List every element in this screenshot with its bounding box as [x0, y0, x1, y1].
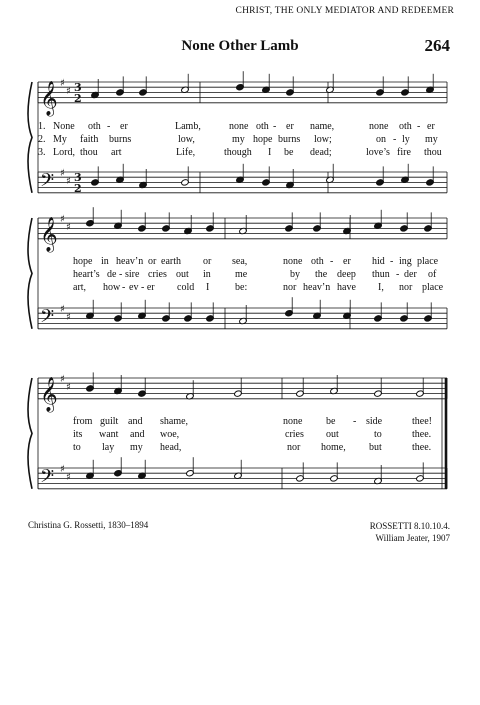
lyric-syllable: me: [235, 269, 248, 280]
lyric-syllable: be:: [235, 282, 248, 293]
lyric-syllable: de: [107, 269, 117, 280]
lyric-syllable: none: [283, 416, 303, 427]
lyric-syllable: of: [428, 269, 437, 280]
lyric-syllable: dead;: [310, 147, 332, 158]
lyric-syllable: thou: [80, 147, 98, 158]
lyric-syllable: -: [122, 282, 126, 293]
lyric-syllable: on: [376, 134, 386, 145]
lyric-syllable: -: [390, 256, 394, 267]
time-signature: 3: [74, 81, 82, 94]
treble-clef: 𝄞: [40, 216, 58, 252]
bass-clef: 𝄢: [40, 466, 55, 492]
lyric-syllable: in: [101, 256, 109, 267]
lyric-syllable: the: [315, 269, 328, 280]
lyric-syllable: low,: [178, 134, 195, 145]
lyric-syllable: lay: [102, 442, 115, 453]
lyric-syllable: hope: [253, 134, 273, 145]
key-signature: ♯: [60, 78, 65, 89]
lyric-syllable: out: [326, 429, 339, 440]
lyric-syllable: cries: [148, 269, 167, 280]
time-signature: 3: [74, 171, 82, 184]
lyric-syllable: Life,: [176, 147, 196, 158]
key-signature: ♯: [66, 472, 71, 483]
key-signature: ♯: [60, 464, 65, 475]
lyric-syllable: love’s: [366, 147, 390, 158]
time-signature: 2: [74, 182, 82, 195]
lyric-syllable: guilt: [100, 416, 119, 427]
lyric-syllable: -: [119, 269, 123, 280]
key-signature: ♯: [60, 374, 65, 385]
lyric-syllable: oth: [256, 121, 269, 132]
lyric-syllable: my: [130, 442, 143, 453]
lyric-syllable: sea,: [232, 256, 248, 267]
lyric-syllable: its: [73, 429, 83, 440]
bass-clef: 𝄢: [40, 170, 55, 196]
lyric-syllable: hid: [372, 256, 385, 267]
lyric-syllable: I,: [378, 282, 384, 293]
treble-clef: 𝄞: [40, 376, 58, 412]
tune-credit: [370, 520, 450, 544]
lyric-syllable: in: [203, 269, 211, 280]
lyric-syllable: low;: [314, 134, 332, 145]
lyric-syllable: thee.: [412, 429, 432, 440]
lyric-syllable: ing: [399, 256, 412, 267]
lyric-syllable: -: [353, 416, 357, 427]
lyric-syllable: -: [417, 121, 421, 132]
key-signature: ♯: [66, 382, 71, 393]
lyric-syllable: My: [53, 134, 67, 145]
lyric-syllable: hope: [73, 256, 93, 267]
lyric-syllable: or: [203, 256, 212, 267]
lyric-syllable: cold: [177, 282, 195, 293]
lyric-syllable: er: [120, 121, 128, 132]
lyric-syllable: Lamb,: [175, 121, 201, 132]
lyric-syllable: heav’n: [303, 282, 331, 293]
key-signature: ♯: [60, 304, 65, 315]
bass-clef: 𝄢: [40, 306, 55, 332]
lyric-syllable: head,: [160, 442, 182, 453]
brace: [28, 218, 32, 329]
time-signature: 2: [74, 92, 82, 105]
lyric-syllable: 1.: [38, 121, 46, 132]
composer-credit: William Jeater, 1907: [375, 533, 450, 543]
lyric-syllable: woe,: [160, 429, 180, 440]
lyric-syllable: cries: [285, 429, 304, 440]
lyric-syllable: er: [286, 121, 294, 132]
brace: [28, 378, 32, 489]
key-signature: ♯: [66, 86, 71, 97]
lyric-syllable: er: [343, 256, 351, 267]
lyric-syllable: -: [107, 121, 111, 132]
lyric-syllable: faith: [80, 134, 99, 145]
lyric-syllable: my: [232, 134, 245, 145]
lyric-syllable: nor: [283, 282, 297, 293]
tune-name: ROSSETTI 8.10.10.4.: [369, 521, 450, 531]
lyric-syllable: none: [369, 121, 389, 132]
lyric-syllable: thun: [372, 269, 390, 280]
key-signature: ♯: [60, 168, 65, 179]
lyric-syllable: be: [284, 147, 294, 158]
lyric-syllable: home,: [321, 442, 346, 453]
lyric-syllable: heart’s: [73, 269, 100, 280]
section-heading: CHRIST, THE ONLY MEDIATOR AND REDEEMER: [235, 6, 454, 16]
lyric-syllable: earth: [161, 256, 181, 267]
key-signature: ♯: [66, 312, 71, 323]
hymn-number: 264: [424, 36, 450, 55]
lyric-syllable: I: [206, 282, 210, 293]
lyric-syllable: burns: [109, 134, 132, 145]
lyric-syllable: heav’n: [116, 256, 144, 267]
lyric-syllable: to: [73, 442, 81, 453]
lyric-syllable: -: [393, 134, 397, 145]
lyric-syllable: but: [369, 442, 382, 453]
lyric-syllable: deep: [337, 269, 356, 280]
lyric-syllable: -: [330, 256, 334, 267]
lyric-syllable: burns: [278, 134, 301, 145]
lyric-syllable: oth: [88, 121, 101, 132]
lyric-syllable: my: [425, 134, 438, 145]
key-signature: ♯: [66, 222, 71, 233]
lyric-syllable: place: [422, 282, 444, 293]
lyric-syllable: der: [404, 269, 417, 280]
lyric-syllable: art,: [73, 282, 87, 293]
lyric-syllable: and: [128, 416, 143, 427]
lyric-syllable: 2.: [38, 134, 46, 145]
lyric-syllable: ev: [129, 282, 139, 293]
lyric-syllable: oth: [399, 121, 412, 132]
lyric-syllable: to: [374, 429, 382, 440]
lyric-syllable: though: [224, 147, 252, 158]
lyric-syllable: none: [229, 121, 249, 132]
lyric-syllable: have: [337, 282, 356, 293]
lyric-syllable: er: [427, 121, 435, 132]
lyric-syllable: none: [283, 256, 303, 267]
key-signature: ♯: [60, 214, 65, 225]
lyric-syllable: thee.: [412, 442, 432, 453]
lyric-syllable: shame,: [160, 416, 189, 427]
lyric-syllable: out: [176, 269, 189, 280]
lyric-syllable: be: [326, 416, 336, 427]
lyric-syllable: ly: [402, 134, 410, 145]
lyric-syllable: how: [103, 282, 121, 293]
lyric-syllable: 3.: [38, 147, 46, 158]
lyric-syllable: thou: [424, 147, 442, 158]
lyric-syllable: want: [99, 429, 119, 440]
treble-clef: 𝄞: [40, 80, 58, 116]
lyric-syllable: - er: [141, 282, 155, 293]
lyric-syllable: -: [273, 121, 277, 132]
author-credit: Christina G. Rossetti, 1830–1894: [28, 520, 149, 530]
key-signature: ♯: [66, 176, 71, 187]
lyric-syllable: oth: [311, 256, 324, 267]
lyric-syllable: side: [366, 416, 383, 427]
lyric-syllable: -: [396, 269, 400, 280]
lyric-syllable: sire: [125, 269, 140, 280]
lyric-syllable: nor: [399, 282, 413, 293]
lyric-syllable: art: [111, 147, 122, 158]
lyric-syllable: from: [73, 416, 93, 427]
lyric-syllable: or: [148, 256, 157, 267]
lyric-syllable: fire: [397, 147, 411, 158]
lyric-syllable: and: [130, 429, 145, 440]
lyric-syllable: Lord,: [53, 147, 75, 158]
lyric-syllable: I: [268, 147, 272, 158]
lyric-syllable: by: [290, 269, 300, 280]
lyric-syllable: thee!: [412, 416, 432, 427]
hymn-title: None Other Lamb: [181, 38, 299, 54]
lyric-syllable: place: [417, 256, 439, 267]
brace: [28, 82, 32, 193]
lyric-syllable: name,: [310, 121, 335, 132]
lyric-syllable: None: [53, 121, 75, 132]
lyric-syllable: nor: [287, 442, 301, 453]
